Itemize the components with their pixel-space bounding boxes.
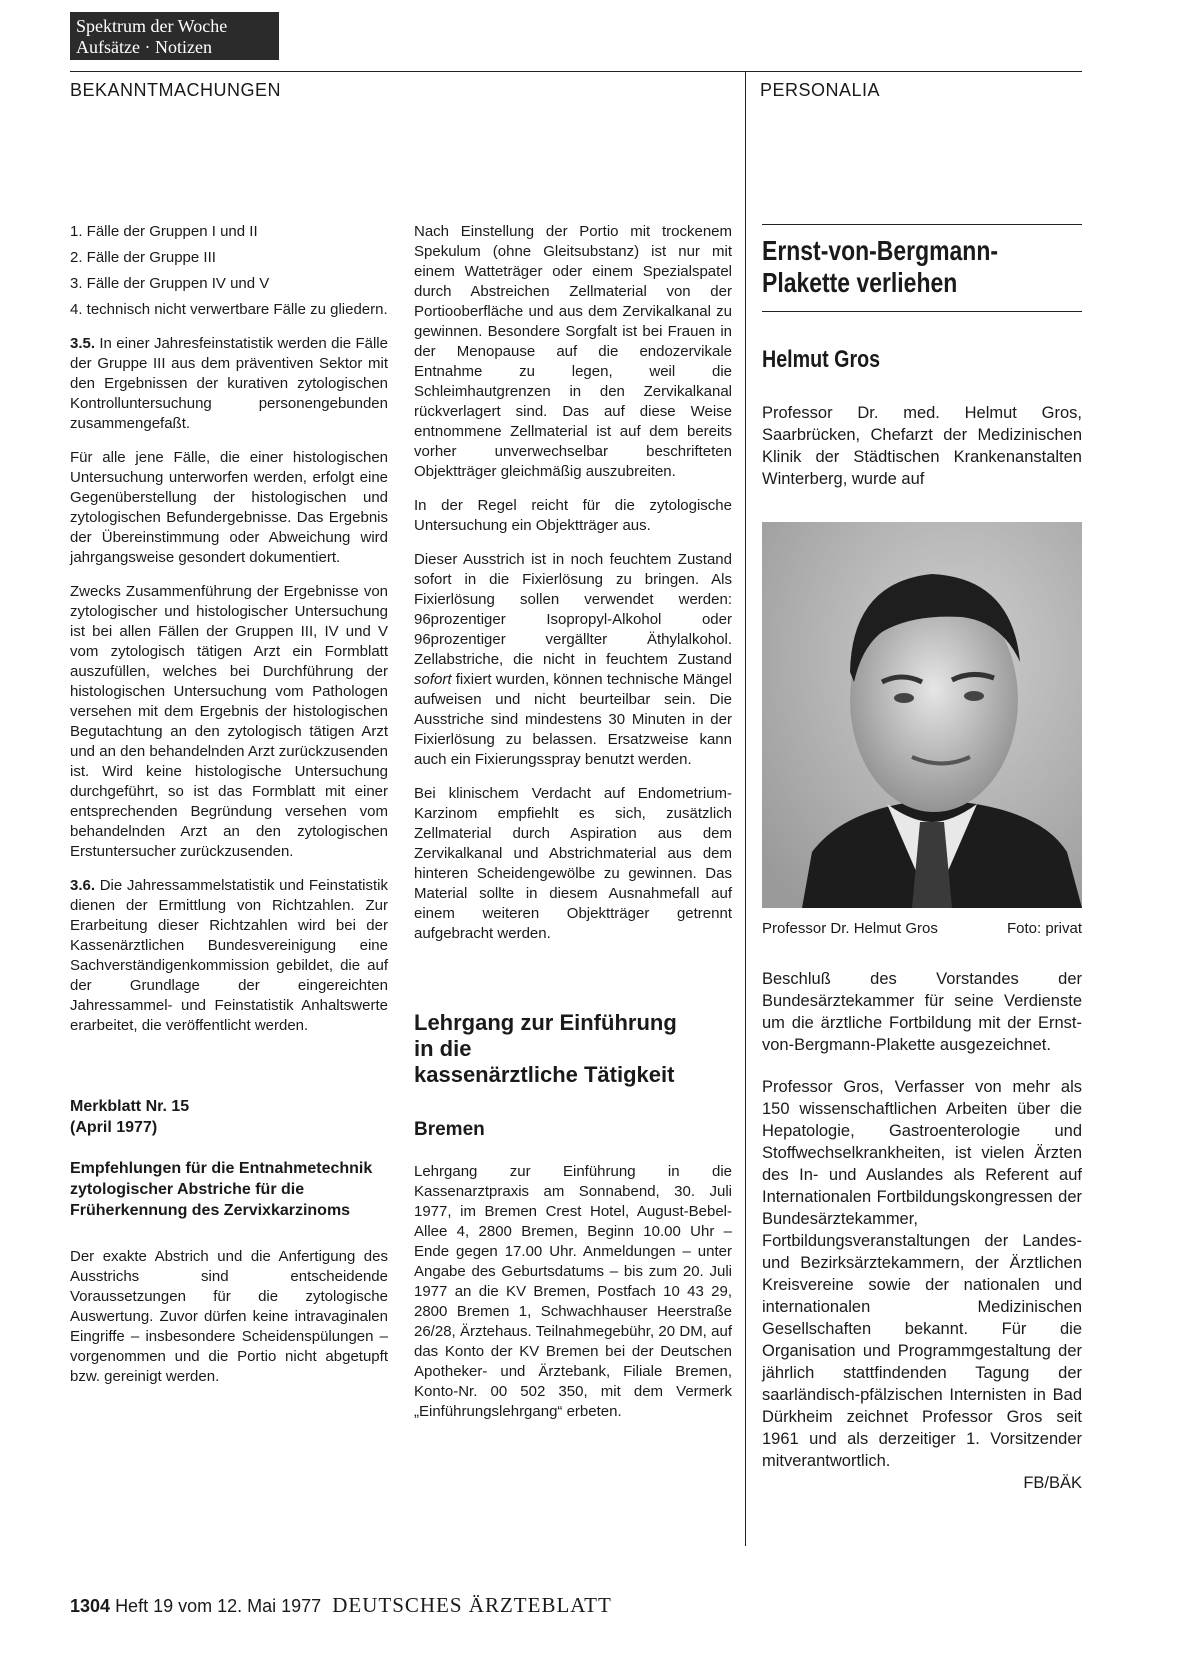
journal-name: DEUTSCHES ÄRZTEBLATT bbox=[332, 1593, 612, 1617]
paragraph-3-5 bbox=[70, 334, 388, 434]
merkblatt-date: (April 1977) bbox=[70, 1119, 158, 1136]
paragraph-objekttraeger: In der Regel reicht für die zytologische Untersuchung ein Objektträger aus. bbox=[414, 497, 732, 534]
lehrgang-title-2: in die bbox=[414, 1036, 472, 1061]
paragraph-entnahme: Nach Einstellung der Portio mit trockenem Spekulum (ohne Gleitsubstanz) ist nur mit einem Watteträger oder einem Spezialspatel durch Abstreichen Zellmaterial von der Portiooberfläche und aus dem Zervikalkanal zu gewinnen. Besondere Sorgfalt ist bei Frauen in der Menopause auf die endozervikale Entnahme zu legen, weil die Schleimhautgrenzen in den Zervikalkanal rückverlagert sind. Das auf diese Weise entnommene Zellmaterial ist auf dem bereits vorher unverwechselbar beschrifteten Objektträger gleichmäßig auszubreiten. bbox=[414, 223, 732, 480]
paragraph-verfasser: Professor Gros, Verfasser von mehr als 150 wissenschaftlichen Arbeiten über die Hepatologie, Gastroenterologie und Stoffwechselkrankheiten, ist vielen Ärzten des In- und Auslandes als Referent auf Internationalen Fortbildungskongressen der Bundesärztekammer, Fortbildungsveranstaltungen der Landes- und Bezirksärztekammern, der Ärztlichen Kreisvereine sowie der nationalen und internationalen Medizinischen Gesellschaften bekannt. Für die Organisation und Programmgestaltung der jährlich stattfindenden Tagung der saarländisch-pfälzischen Internisten in Bad Dürkheim zeichnet Professor Gros seit 1961 und als derzeitiger 1. Vorsitzender mitverantwortlich. bbox=[762, 1078, 1082, 1470]
article-title-1: Ernst-von-Bergmann- bbox=[762, 235, 998, 266]
column-3 bbox=[762, 224, 1082, 490]
lehrgang-title-3: kassenärztliche Tätigkeit bbox=[414, 1062, 675, 1087]
column-2 bbox=[414, 222, 732, 1436]
paragraph-number: 3.6. bbox=[70, 877, 96, 894]
signature: FB/BÄK bbox=[1023, 1474, 1082, 1492]
page-footer bbox=[70, 1593, 612, 1618]
page-number: 1304 bbox=[70, 1596, 111, 1616]
masthead-box bbox=[70, 12, 279, 60]
title-rule-top bbox=[762, 224, 1082, 225]
list-item: 4. technisch nicht verwertbare Fälle zu gliedern. bbox=[70, 301, 388, 318]
paragraph-histology: Für alle jene Fälle, die einer histologischen Untersuchung unterworfen werden, erfolgt eine Gegenüberstellung der histologischen und zytologischen Befundergebnisse. Das Ergebnis der Übereinstimmung oder Abweichung wird jahrgangsweise gesondert dokumentiert. bbox=[70, 449, 388, 566]
emphasis-sofort: sofort bbox=[414, 671, 452, 688]
portrait-photo bbox=[762, 522, 1082, 908]
paragraph-zwecks: Zwecks Zusammenführung der Ergebnisse von zytologischer und histologischer Untersuchung ist bei allen Fällen der Gruppen III, IV und V vom zytologisch tätigen Arzt ein Formblatt auszufüllen, welches bei Durchführung der histologischen Untersuchung vom Pathologen versehen mit dem Ergebnis der histologischen Begutachtung an den zytologisch tätigen Arzt und an den behandelnden Arzt zurückzusenden ist. Wird keine histologische Untersuchung durchgeführt, so ist das Formblatt mit einer entsprechenden Begründung versehen vom behandelnden Arzt an den zytologischen Erstuntersucher zurückzusenden. bbox=[70, 583, 388, 860]
paragraph-text: In einer Jahresfeinstatistik werden die Fälle der Gruppe III aus dem präventiven Sektor mit den Ergebnissen der kurativen zytologischen Kontrolluntersuchung personengebunden zusammengefaßt. bbox=[70, 335, 388, 432]
lehrgang-text: Lehrgang zur Einführung in die Kassenarztpraxis am Sonnabend, 30. Juli 1977, im Bremen Crest Hotel, August-Bebel-Allee 4, 2800 Bremen, Beginn 10.00 Uhr – Ende gegen 17.00 Uhr. Anmeldungen – unter Angabe des Geburtsdatums – bis zum 20. Juli 1977 an die KV Bremen, Postfach 10 43 29, 2800 Bremen 1, Schwachhauser Heerstraße 26/28, Ärztehaus. Teilnahmegebühr, 20 DM, auf das Konto der KV Bremen bei der Deutschen Apotheker- und Ärztebank, Filiale Bremen, Konto-Nr. 00 502 350, mit dem Vermerk „Einführungslehrgang“ erbeten. bbox=[414, 1163, 732, 1420]
masthead-line-2: Aufsätze · Notizen bbox=[76, 37, 212, 57]
paragraph-endometrium: Bei klinischem Verdacht auf Endometrium-Karzinom empfiehlt es sich, zusätzlich Zellmaterial durch Aspiration aus dem Zervikalkanal und Abstrichmaterial aus dem hinteren Scheidengewölbe zu gewinnen. Das Material sollte in diesem Ausnahmefall auf einem weiteren Objektträger getrennt aufgebracht werden. bbox=[414, 785, 732, 942]
column-divider bbox=[745, 71, 746, 1546]
lehrgang-title-1: Lehrgang zur Einführung bbox=[414, 1010, 677, 1035]
masthead-line-1: Spektrum der Woche bbox=[76, 16, 228, 36]
section-personalia: PERSONALIA bbox=[760, 80, 881, 100]
paragraph-intro: Professor Dr. med. Helmut Gros, Saarbrücken, Chefarzt der Medizinischen Klinik der Städtischen Krankenanstalten Winterberg, wurde auf bbox=[762, 404, 1082, 488]
paragraph-text: Die Jahressammelstatistik und Feinstatistik dienen der Ermittlung von Richtzahlen. Zur Erarbeitung dieser Richtzahlen wird bei der Kassenärztlichen Bundesvereinigung eine Sachverständigenkommission gebildet, die auf der Grundlage der eingereichten Jahressammel- und Feinstatistik Anhaltswerte erarbeitet, die veröffentlicht werden. bbox=[70, 877, 389, 1034]
lehrgang-subtitle: Bremen bbox=[414, 1119, 485, 1140]
issue-info: Heft 19 vom 12. Mai 1977 bbox=[115, 1596, 322, 1616]
merkblatt-heading: Empfehlungen für die Entnahmetechnik zytologischer Abstriche für die Früherkennung des Zervixkarzinoms bbox=[70, 1160, 373, 1219]
column-3-continued bbox=[762, 968, 1082, 1494]
paragraph-number: 3.5. bbox=[70, 335, 96, 352]
article-title-2: Plakette verliehen bbox=[762, 267, 958, 298]
top-rule bbox=[70, 71, 1082, 72]
list-item: 1. Fälle der Gruppen I und II bbox=[70, 223, 258, 240]
paragraph-text: fixiert wurden, können technische Mängel aufweisen und nicht beurteilbar sein. Die Ausstriche sind mindestens 30 Minuten in der Fixierlösung zu belassen. Ersatzweise kann auch ein Fixierungsspray benutzt werden. bbox=[414, 671, 732, 768]
column-1 bbox=[70, 222, 388, 1401]
caption-text: Professor Dr. Helmut Gros bbox=[762, 920, 938, 937]
person-name: Helmut Gros bbox=[762, 346, 881, 373]
paragraph-text: Dieser Ausstrich ist in noch feuchtem Zustand sofort in die Fixierlösung zu bringen. Als Fixierlösung sollen verwendet werden: 96prozentiger Isopropyl-Alkohol oder 96prozentiger vergällter Äthylalkohol. Zellabstriche, die nicht in feuchtem Zustand bbox=[414, 551, 732, 668]
paragraph-fixierung bbox=[414, 550, 732, 770]
paragraph-beschluss: Beschluß des Vorstandes der Bundesärztekammer für seine Verdienste um die ärztliche Fortbildung mit der Ernst-von-Bergmann-Plakette ausgezeichnet. bbox=[762, 970, 1082, 1054]
signature-line bbox=[762, 1472, 1082, 1494]
list-item: 3. Fälle der Gruppen IV und V bbox=[70, 275, 270, 292]
title-rule-bottom bbox=[762, 311, 1082, 312]
section-bekanntmachungen: BEKANNTMACHUNGEN bbox=[70, 80, 282, 100]
merkblatt-text: Der exakte Abstrich und die Anfertigung des Ausstrichs sind entscheidende Voraussetzungen für die zytologische Auswertung. Zuvor dürfen keine intravaginalen Eingriffe – insbesondere Scheidenspülungen – vorgenommen und die Portio nicht abgetupft bzw. gereinigt werden. bbox=[70, 1248, 388, 1385]
merkblatt-number: Merkblatt Nr. 15 bbox=[70, 1098, 190, 1115]
photo-caption bbox=[762, 920, 1082, 937]
paragraph-3-6 bbox=[70, 876, 388, 1036]
list-item: 2. Fälle der Gruppe III bbox=[70, 249, 216, 266]
photo-credit: Foto: privat bbox=[1006, 920, 1082, 937]
